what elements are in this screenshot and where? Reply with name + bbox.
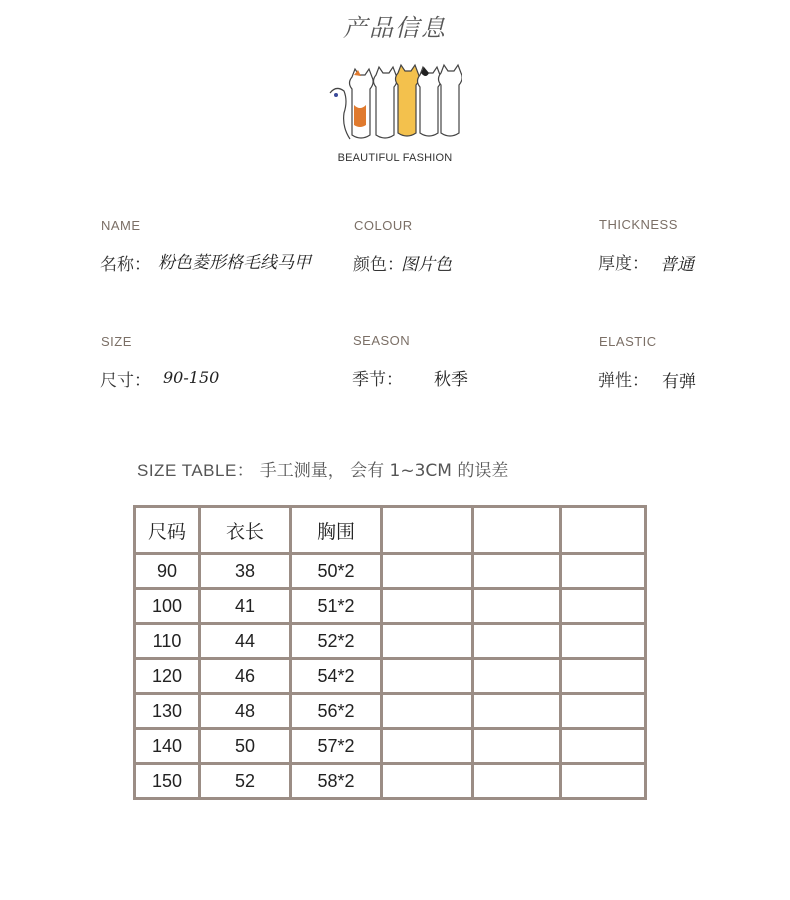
- table-cell: 51*2: [291, 589, 382, 624]
- table-cell: [473, 554, 561, 589]
- table-cell: [473, 694, 561, 729]
- table-row: [135, 589, 646, 624]
- season-label-en: SEASON: [353, 333, 411, 348]
- table-header-row: [135, 507, 646, 554]
- name-label-en: NAME: [101, 218, 141, 233]
- table-cell: [561, 659, 646, 694]
- header-cell: [382, 507, 473, 554]
- table-cell: 38: [200, 554, 291, 589]
- table-cell: 100: [135, 589, 200, 624]
- table-cell: [382, 554, 473, 589]
- colour-label-en: COLOUR: [354, 218, 413, 233]
- table-cell: [382, 659, 473, 694]
- table-cell: [473, 659, 561, 694]
- table-cell: [561, 729, 646, 764]
- elastic-value: 有弹: [662, 372, 696, 392]
- size-table-heading: SIZE TABLE：: [137, 461, 255, 480]
- table-cell: 120: [135, 659, 200, 694]
- table-cell: [561, 554, 646, 589]
- table-row: [135, 624, 646, 659]
- table-cell: 54*2: [291, 659, 382, 694]
- thickness-value: 普通: [660, 255, 694, 275]
- table-cell: 41: [200, 589, 291, 624]
- name-label-cn: 名称：: [100, 255, 151, 275]
- table-row: [135, 694, 646, 729]
- thickness-label-cn: 厚度：: [598, 254, 649, 274]
- table-row: [135, 659, 646, 694]
- header-cell: [561, 507, 646, 554]
- colour-value: 图片色: [401, 255, 452, 275]
- table-cell: 90: [135, 554, 200, 589]
- table-cell: 150: [135, 764, 200, 799]
- header-cell: [473, 507, 561, 554]
- table-row: [135, 764, 646, 799]
- table-cell: 57*2: [291, 729, 382, 764]
- table-cell: 50*2: [291, 554, 382, 589]
- table-cell: [561, 624, 646, 659]
- table-cell: [382, 624, 473, 659]
- table-row: [135, 729, 646, 764]
- table-cell: 110: [135, 624, 200, 659]
- name-value: 粉色菱形格毛线马甲: [158, 253, 311, 273]
- table-cell: [561, 694, 646, 729]
- table-cell: 56*2: [291, 694, 382, 729]
- season-value: 秋季: [434, 370, 468, 390]
- brand-tagline: BEAUTIFUL FASHION: [337, 152, 453, 164]
- table-cell: 50: [200, 729, 291, 764]
- table-cell: [473, 764, 561, 799]
- table-cell: 140: [135, 729, 200, 764]
- table-cell: [382, 764, 473, 799]
- header-cell: 尺码: [135, 507, 200, 554]
- table-cell: [382, 729, 473, 764]
- table-cell: 52*2: [291, 624, 382, 659]
- table-cell: [473, 589, 561, 624]
- size-table: [133, 505, 647, 800]
- elastic-label-en: ELASTIC: [599, 334, 657, 349]
- table-cell: [382, 589, 473, 624]
- table-cell: [561, 589, 646, 624]
- size-value: 90-150: [163, 368, 220, 387]
- table-row: [135, 554, 646, 589]
- table-cell: 58*2: [291, 764, 382, 799]
- table-cell: [473, 624, 561, 659]
- table-cell: [382, 694, 473, 729]
- elastic-label-cn: 弹性：: [598, 371, 649, 391]
- table-cell: 44: [200, 624, 291, 659]
- table-cell: 48: [200, 694, 291, 729]
- size-label-cn: 尺寸：: [100, 371, 151, 391]
- header-cell: 衣长: [200, 507, 291, 554]
- table-cell: 46: [200, 659, 291, 694]
- table-cell: [473, 729, 561, 764]
- table-cell: [561, 764, 646, 799]
- size-table-note: 手工测量， 会有 1~3CM 的误差: [259, 461, 509, 481]
- thickness-label-en: THICKNESS: [599, 217, 678, 232]
- table-cell: 130: [135, 694, 200, 729]
- header-cell: 胸围: [291, 507, 382, 554]
- size-label-en: SIZE: [101, 334, 132, 349]
- season-label-cn: 季节：: [352, 370, 403, 390]
- colour-label-cn: 颜色：: [353, 255, 404, 275]
- size-table-caption: [137, 456, 508, 481]
- page-title: 产品信息: [343, 14, 447, 42]
- cats-logo: [322, 55, 462, 155]
- table-cell: 52: [200, 764, 291, 799]
